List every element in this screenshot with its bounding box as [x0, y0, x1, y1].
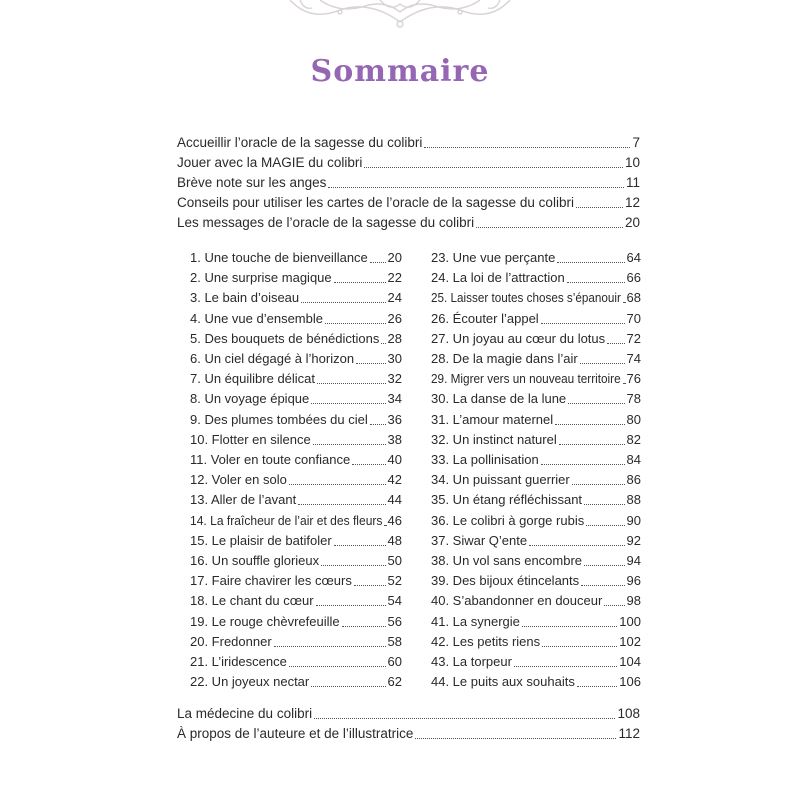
toc-card-entry[interactable] [190, 389, 402, 409]
toc-card-entry[interactable] [431, 369, 641, 389]
toc-entry-page: 100 [619, 613, 641, 629]
toc-card-entry[interactable] [431, 672, 641, 692]
toc-entry-page: 20 [624, 215, 640, 230]
toc-card-entry[interactable] [190, 551, 402, 571]
toc-entry-page: 106 [619, 674, 641, 690]
dot-leader [581, 585, 624, 586]
toc-card-entry[interactable] [431, 632, 641, 652]
toc-entry-label: 25. Laisser toutes choses s’épanouir [431, 290, 621, 306]
toc-entry-label: 42. Les petits riens [431, 633, 541, 649]
toc-entry-page: 82 [626, 431, 641, 447]
toc-entry-page: 96 [626, 573, 641, 589]
dot-leader [298, 504, 385, 505]
dot-leader [557, 262, 624, 263]
toc-entry-page: 30 [387, 351, 402, 366]
toc-card-entry[interactable] [190, 652, 402, 672]
toc-entry-label: 12. Voler en solo [190, 472, 287, 488]
toc-entry-page: 78 [626, 391, 641, 407]
toc-card-entry[interactable] [431, 389, 641, 409]
dot-leader [580, 363, 625, 364]
dot-leader [301, 302, 385, 303]
toc-entry-page: 40 [387, 452, 402, 467]
toc-entry-page: 44 [387, 492, 402, 508]
toc-entry-page: 104 [619, 654, 641, 669]
dot-leader [567, 282, 625, 283]
dot-leader [342, 626, 386, 627]
toc-entry-label: 35. Un étang réfléchissant [431, 492, 583, 508]
toc-card-entry[interactable] [431, 268, 641, 288]
toc-card-entry[interactable] [190, 268, 402, 288]
toc-card-entry[interactable] [190, 309, 402, 329]
toc-entry-label: 33. La pollinisation [431, 452, 539, 467]
toc-entry-page: 38 [387, 431, 402, 447]
dot-leader [334, 282, 386, 283]
toc-card-entry[interactable] [190, 571, 402, 591]
page-title: Sommaire [310, 54, 490, 89]
toc-entry-label: 21. L’iridescence [190, 654, 287, 669]
toc-entry-label: 44. Le puits aux souhaits [431, 674, 575, 690]
dot-leader [317, 383, 386, 384]
toc-entry-label: 26. Écouter l’appel [431, 310, 539, 326]
dot-leader [354, 585, 386, 586]
toc-entry-label: Les messages de l’oracle de la sagesse du colibri [177, 215, 475, 230]
toc-intro-entry[interactable] [177, 173, 640, 193]
toc-entry-page: 52 [387, 573, 402, 589]
toc-entry-label: 10. Flotter en silence [190, 431, 311, 447]
toc-entry-page: 76 [626, 371, 641, 387]
toc-closing-entry[interactable] [177, 724, 640, 744]
toc-entry-label: 38. Un vol sans encombre [431, 553, 583, 568]
toc-entry-label: 32. Un instinct naturel [431, 431, 557, 447]
toc-entry-label: 7. Un équilibre délicat [190, 371, 316, 387]
toc-card-entry[interactable] [431, 531, 641, 551]
toc-card-entry[interactable] [190, 369, 402, 389]
toc-entry-page: 54 [387, 593, 402, 609]
dot-leader [623, 383, 625, 384]
toc-entry-page: 26 [387, 310, 402, 326]
toc-entry-label: À propos de l’auteure et de l’illustratrice [177, 726, 414, 741]
toc-entry-page: 92 [626, 532, 641, 548]
dot-leader [577, 686, 617, 687]
dot-leader [274, 646, 386, 647]
dot-leader [325, 323, 386, 324]
toc-entry-label: 31. L’amour maternel [431, 411, 554, 427]
dot-leader [541, 323, 625, 324]
toc-entry-page: 88 [626, 492, 641, 508]
dot-leader [584, 504, 624, 505]
toc-card-entry[interactable] [431, 511, 641, 531]
toc-entry-page: 86 [626, 472, 641, 488]
toc-entry-page: 90 [626, 512, 641, 528]
toc-entry-label: 29. Migrer vers un nouveau territoire [431, 371, 621, 387]
toc-entry-page: 84 [626, 452, 641, 467]
toc-intro-entry[interactable] [177, 213, 640, 233]
toc-entry-page: 20 [387, 250, 402, 265]
dot-leader [576, 207, 623, 208]
toc-card-entry[interactable] [190, 450, 402, 470]
toc-card-entry[interactable] [431, 551, 641, 571]
toc-entry-page: 74 [626, 351, 641, 366]
toc-card-entry[interactable] [190, 490, 402, 510]
dot-leader [584, 565, 625, 566]
dot-leader [321, 565, 385, 566]
toc-card-entry[interactable] [190, 531, 402, 551]
toc-entry-label: 39. Des bijoux étincelants [431, 573, 580, 589]
dot-leader [568, 403, 624, 404]
toc-entry-label: 17. Faire chavirer les cœurs [190, 573, 352, 589]
toc-card-entry[interactable] [431, 612, 641, 632]
toc-card-entry[interactable] [190, 612, 402, 632]
toc-intro-entry[interactable] [177, 133, 640, 153]
dot-leader [623, 302, 625, 303]
toc-entry-label: 14. La fraîcheur de l’air et des fleurs [190, 512, 383, 528]
toc-entry-page: 60 [387, 654, 402, 669]
toc-entry-page: 28 [387, 330, 402, 346]
dot-leader [370, 424, 386, 425]
toc-entry-page: 10 [624, 155, 640, 170]
toc-card-entry[interactable] [431, 329, 641, 349]
toc-entry-label: 40. S’abandonner en douceur [431, 593, 603, 609]
dot-leader [311, 403, 385, 404]
dot-leader [289, 666, 386, 667]
dot-leader [476, 227, 623, 228]
toc-card-entry[interactable] [431, 450, 641, 470]
toc-entry-page: 80 [626, 411, 641, 427]
dot-leader [328, 187, 624, 188]
toc-card-entry[interactable] [190, 248, 402, 268]
toc-entry-label: 16. Un souffle glorieux [190, 553, 320, 568]
toc-entry-page: 108 [617, 706, 640, 721]
toc-entry-label: 3. Le bain d’oiseau [190, 290, 300, 306]
toc-card-entry[interactable] [431, 349, 641, 369]
dot-leader [314, 718, 615, 719]
toc-entry-page: 50 [387, 553, 402, 568]
dot-leader [555, 424, 624, 425]
dot-leader [604, 605, 624, 606]
toc-entry-label: 4. Une vue d’ensemble [190, 310, 323, 326]
toc-entry-page: 24 [387, 290, 402, 306]
toc-entry-label: 43. La torpeur [431, 654, 512, 669]
toc-card-entry[interactable] [190, 410, 402, 430]
dot-leader [316, 605, 386, 606]
toc-card-entry[interactable] [431, 430, 641, 450]
toc-entry-label: 24. La loi de l’attraction [431, 270, 565, 286]
toc-entry-page: 7 [632, 135, 640, 150]
toc-entry-page: 11 [625, 175, 640, 190]
dot-leader [572, 484, 625, 485]
dot-leader [384, 525, 385, 526]
toc-entry-page: 58 [387, 633, 402, 649]
toc-entry-page: 72 [626, 330, 641, 346]
toc-entry-page: 94 [626, 553, 641, 568]
dot-leader [586, 525, 624, 526]
toc-entry-label: 30. La danse de la lune [431, 391, 567, 407]
toc-entry-page: 102 [619, 633, 641, 649]
toc-entry-label: 9. Des plumes tombées du ciel [190, 411, 368, 427]
toc-entry-label: 34. Un puissant guerrier [431, 472, 570, 488]
dot-leader [334, 545, 386, 546]
dot-leader [381, 343, 385, 344]
toc-entry-label: Conseils pour utiliser les cartes de l’oracle de la sagesse du colibri [177, 195, 574, 210]
toc-card-entry[interactable] [431, 490, 641, 510]
toc-entry-label: Accueillir l’oracle de la sagesse du colibri [177, 135, 423, 150]
toc-entry-label: 28. De la magie dans l’air [431, 351, 578, 366]
toc-entry-label: 2. Une surprise magique [190, 270, 332, 286]
toc-entry-page: 98 [626, 593, 641, 609]
toc-entry-page: 22 [387, 270, 402, 286]
mandala-ornament-icon [270, 0, 530, 30]
dot-leader [289, 484, 386, 485]
toc-card-entry[interactable] [431, 248, 641, 268]
toc-entry-page: 34 [387, 391, 402, 407]
toc-card-entry[interactable] [431, 571, 641, 591]
toc-entry-label: Jouer avec la MAGIE du colibri [177, 155, 363, 170]
toc-card-entry[interactable] [190, 511, 402, 531]
dot-leader [415, 738, 616, 739]
dot-leader [542, 646, 617, 647]
dot-leader [607, 343, 624, 344]
dot-leader [356, 363, 385, 364]
dot-leader [313, 444, 386, 445]
toc-entry-label: 11. Voler en toute confiance [190, 452, 351, 467]
toc-intro-entry[interactable] [177, 153, 640, 173]
toc-entry-label: 15. Le plaisir de batifoler [190, 532, 332, 548]
toc-entry-label: 13. Aller de l’avant [190, 492, 297, 508]
toc-entry-page: 112 [618, 726, 640, 741]
dot-leader [352, 464, 385, 465]
toc-closing-entry[interactable] [177, 704, 640, 724]
toc-entry-label: 36. Le colibri à gorge rubis [431, 512, 585, 528]
toc-entry-label: La médecine du colibri [177, 706, 313, 721]
toc-card-entry[interactable] [431, 309, 641, 329]
toc-entry-page: 56 [387, 613, 402, 629]
toc-entry-label: 6. Un ciel dégagé à l’horizon [190, 351, 355, 366]
toc-entry-page: 42 [387, 472, 402, 488]
toc-card-entry[interactable] [190, 672, 402, 692]
toc-entry-page: 48 [387, 532, 402, 548]
toc-entry-label: 37. Siwar Q’ente [431, 532, 528, 548]
toc-card-entry[interactable] [431, 470, 641, 490]
toc-entry-label: 27. Un joyau au cœur du lotus [431, 330, 606, 346]
dot-leader [370, 262, 386, 263]
toc-card-entry[interactable] [190, 591, 402, 611]
dot-leader [424, 147, 630, 148]
toc-entry-page: 46 [387, 512, 402, 528]
dot-leader [529, 545, 624, 546]
toc-entry-label: 1. Une touche de bienveillance [190, 250, 368, 265]
toc-card-entry[interactable] [190, 632, 402, 652]
dot-leader [514, 666, 617, 667]
dot-leader [364, 167, 623, 168]
toc-card-entry[interactable] [190, 430, 402, 450]
toc-card-entry[interactable] [431, 410, 641, 430]
toc-entry-label: 5. Des bouquets de bénédictions [190, 330, 380, 346]
toc-intro-entry[interactable] [177, 193, 640, 213]
dot-leader [541, 464, 625, 465]
toc-entry-page: 36 [387, 411, 402, 427]
toc-card-entry[interactable] [431, 591, 641, 611]
toc-entry-page: 62 [387, 674, 402, 690]
toc-entry-label: 8. Un voyage épique [190, 391, 310, 407]
dot-leader [522, 626, 617, 627]
dot-leader [311, 686, 385, 687]
toc-card-entry[interactable] [190, 470, 402, 490]
toc-entry-page: 64 [626, 250, 641, 265]
toc-entry-label: 19. Le rouge chèvrefeuille [190, 613, 340, 629]
toc-card-entry[interactable] [190, 288, 402, 308]
toc-entry-label: 23. Une vue perçante [431, 250, 556, 265]
toc-entry-label: 20. Fredonner [190, 633, 272, 649]
toc-card-entry[interactable] [431, 288, 641, 308]
toc-entry-label: 18. Le chant du cœur [190, 593, 314, 609]
toc-entry-label: Brève note sur les anges [177, 175, 327, 190]
toc-card-entry[interactable] [431, 652, 641, 672]
toc-entry-page: 70 [626, 310, 641, 326]
toc-entry-page: 66 [626, 270, 641, 286]
toc-entry-page: 12 [624, 195, 640, 210]
toc-card-entry[interactable] [190, 329, 402, 349]
toc-entry-label: 22. Un joyeux nectar [190, 674, 310, 690]
toc-entry-page: 68 [626, 290, 641, 306]
toc-card-entry[interactable] [190, 349, 402, 369]
toc-entry-page: 32 [387, 371, 402, 387]
dot-leader [559, 444, 625, 445]
toc-entry-label: 41. La synergie [431, 613, 520, 629]
